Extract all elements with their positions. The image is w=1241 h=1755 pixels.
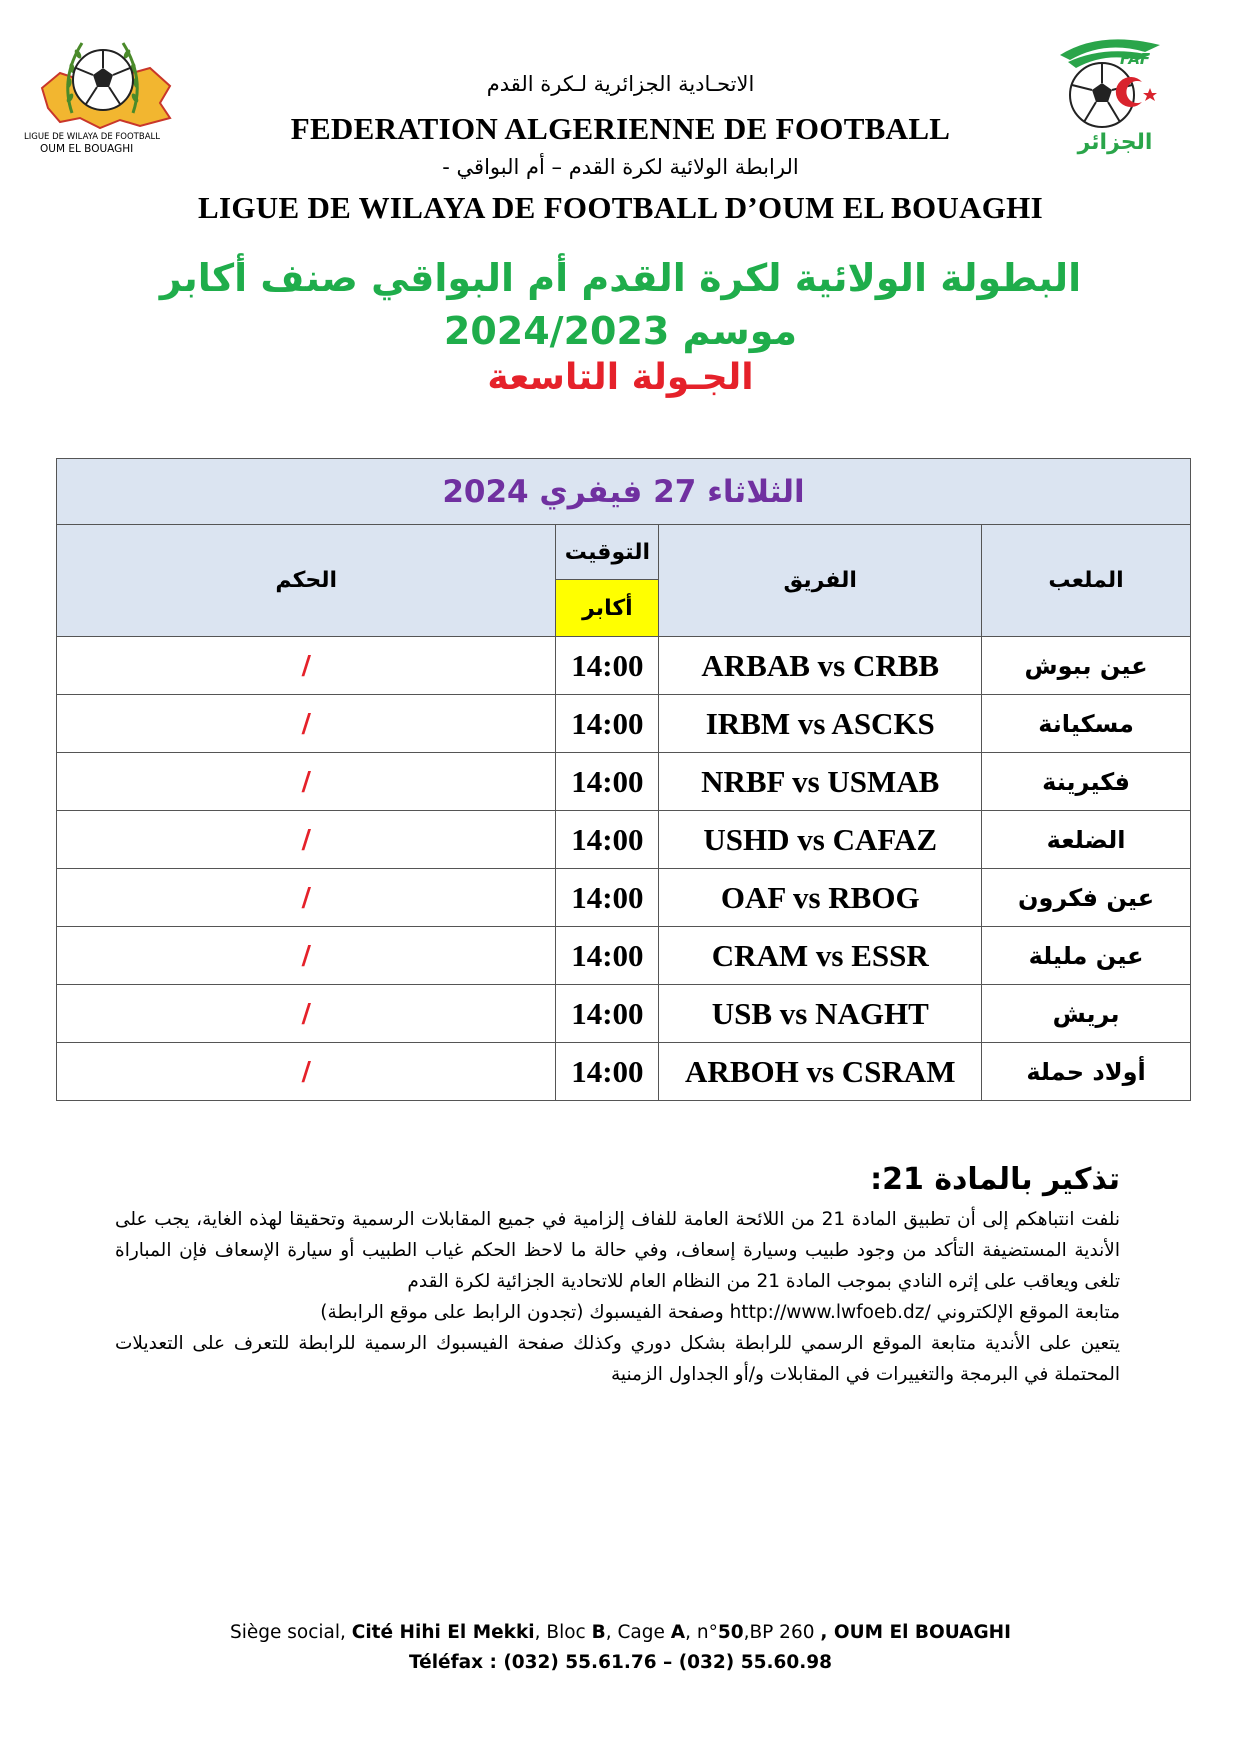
federation-french: FEDERATION ALGERIENNE DE FOOTBALL [290, 111, 951, 146]
address-bloc: B [591, 1622, 606, 1643]
time-cell: 14:00 [556, 811, 659, 869]
article-21-notes [115, 1160, 1120, 1390]
stadium-cell: فكيرينة [982, 753, 1191, 811]
championship-title: البطولة الولائية لكرة القدم أم البواقي صنف أكابر [159, 256, 1082, 300]
address-prefix: Siège social, [229, 1622, 346, 1643]
header-row [57, 525, 1191, 580]
match-cell: CRAM vs ESSR [659, 927, 982, 985]
stadium-cell: الضلعة [982, 811, 1191, 869]
league-logo-line1: LIGUE DE WILAYA DE FOOTBALL [24, 132, 160, 142]
match-schedule-table [56, 458, 1191, 1101]
notes-paragraph-2: متابعة الموقع الإلكتروني /http://www.lwfoeb.dz وصفحة الفيسبوك (تجدون الرابط على موقع الرابطة) [320, 1302, 1120, 1323]
table-row [57, 811, 1191, 869]
header-time: التوقيت [556, 525, 659, 580]
header-team: الفريق [659, 525, 982, 637]
stadium-cell: عين ببوش [982, 637, 1191, 695]
time-cell: 14:00 [556, 869, 659, 927]
stadium-cell: عين فكرون [982, 869, 1191, 927]
stadium-cell: بريش [982, 985, 1191, 1043]
time-cell: 14:00 [556, 695, 659, 753]
table-row [57, 869, 1191, 927]
address-city: Cité Hihi El Mekki [351, 1622, 535, 1643]
match-cell: ARBAB vs CRBB [659, 637, 982, 695]
address-town: , OUM El BOUAGHI [820, 1622, 1012, 1643]
match-cell: IRBM vs ASCKS [659, 695, 982, 753]
time-cell: 14:00 [556, 927, 659, 985]
stadium-cell: عين مليلة [982, 927, 1191, 985]
match-cell: USHD vs CAFAZ [659, 811, 982, 869]
referee-cell: / [57, 927, 556, 985]
time-cell: 14:00 [556, 985, 659, 1043]
league-arabic: الرابطة الولائية لكرة القدم – أم البواقي - [442, 155, 799, 179]
match-cell: OAF vs RBOG [659, 869, 982, 927]
season-title: موسم 2024/2023 [443, 309, 798, 353]
referee-cell: / [57, 753, 556, 811]
federation-arabic: الاتحـادية الجزائرية لـكرة القدم [486, 72, 755, 96]
table-row [57, 753, 1191, 811]
table-row [57, 695, 1191, 753]
notes-paragraph-1: نلفت انتباهكم إلى أن تطبيق المادة 21 من اللائحة العامة للفاف إلزامية في جميع المقابلات الرسمية وتحقيقا لهذه الغاية، يجب على الأندية المستضيفة التأكد من وجود طبيب وسيارة إسعاف، وفي حالة ما لاحظ الحكم غياب الطبيب أو سيارة الإسعاف فإن المباراة تلغى ويعاقب على إثره النادي بموجب المادة 21 من النظام العام للاتحادية الجزائية لكرة القدم [115, 1209, 1120, 1292]
referee-cell: / [57, 811, 556, 869]
notes-paragraph-3: يتعين على الأندية متابعة الموقع الرسمي للرابطة بشكل دوري وكذلك صفحة الفيسبوك الرسمية للرابطة للتعرف على التعديلات المحتملة في البرمجة والتغييرات في المقابلات و/أو الجداول الزمنية [115, 1333, 1120, 1385]
time-cell: 14:00 [556, 753, 659, 811]
league-french: LIGUE DE WILAYA DE FOOTBALL D’OUM EL BOUAGHI [198, 190, 1043, 225]
date-row [57, 459, 1191, 525]
referee-cell: / [57, 695, 556, 753]
referee-cell: / [57, 1043, 556, 1101]
table-row [57, 637, 1191, 695]
league-logo-line2: OUM EL BOUAGHI [40, 143, 134, 155]
stadium-cell: مسكيانة [982, 695, 1191, 753]
address-sep1: , Bloc [534, 1622, 586, 1643]
notes-title: تذكير بالمادة 21: [870, 1162, 1120, 1197]
stadium-cell: أولاد حملة [982, 1043, 1191, 1101]
time-cell: 14:00 [556, 1043, 659, 1101]
referee-cell: / [57, 985, 556, 1043]
header-category: أكابر [556, 580, 659, 637]
header-referee: الحكم [57, 525, 556, 637]
table-row [57, 985, 1191, 1043]
referee-cell: / [57, 637, 556, 695]
address-sep2: , Cage [605, 1622, 665, 1643]
address-num: 50 [717, 1622, 744, 1643]
faf-logo-arabic: الجزائر [1077, 130, 1153, 155]
time-cell: 14:00 [556, 637, 659, 695]
match-date: الثلاثاء 27 فيفري 2024 [442, 473, 805, 510]
match-cell: USB vs NAGHT [659, 985, 982, 1043]
footer-telefax: Téléfax : (032) 55.61.76 – (032) 55.60.98 [409, 1652, 832, 1673]
table-row [57, 927, 1191, 985]
address-cage: A [670, 1622, 686, 1643]
header-stadium: الملعب [982, 525, 1191, 637]
round-title: الجـولة التاسعة [487, 357, 754, 398]
footer-address [0, 1622, 1241, 1643]
address-sep3: , n° [685, 1622, 718, 1643]
faf-logo-text: FAF [1120, 50, 1151, 68]
match-cell: ARBOH vs CSRAM [659, 1043, 982, 1101]
referee-cell: / [57, 869, 556, 927]
match-cell: NRBF vs USMAB [659, 753, 982, 811]
address-bp: ,BP 260 [743, 1622, 815, 1643]
table-row [57, 1043, 1191, 1101]
